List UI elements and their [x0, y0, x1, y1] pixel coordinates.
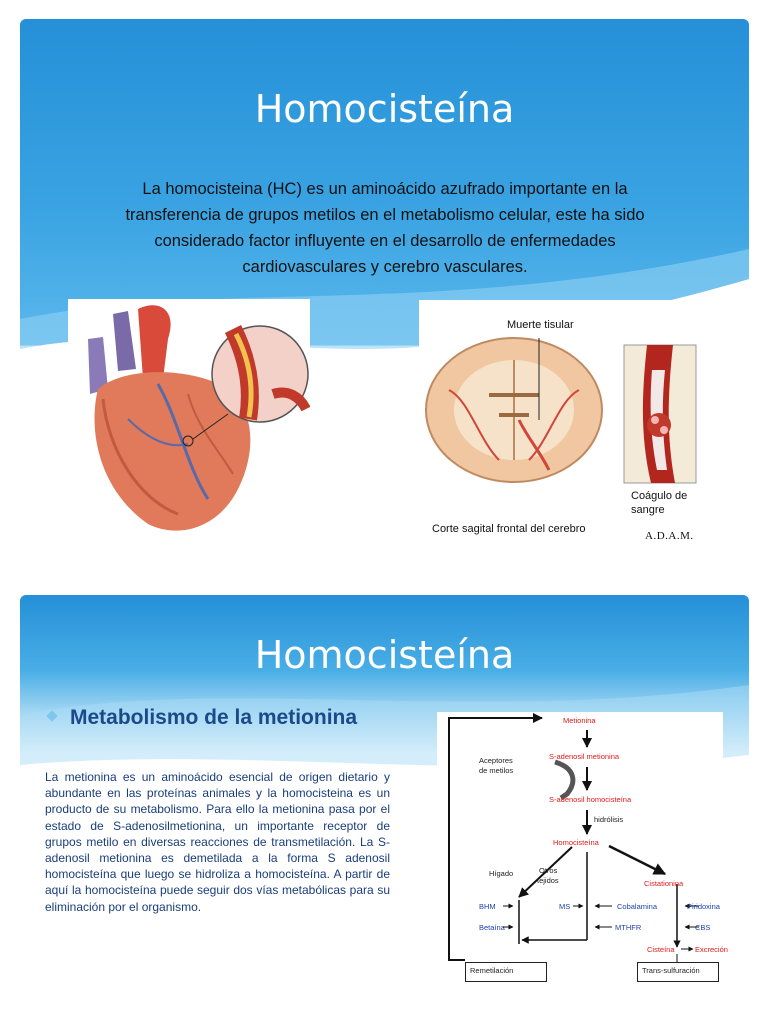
box-remetilacion: [465, 962, 547, 982]
enzyme-cbs: CBS: [695, 923, 711, 932]
slide-1: [20, 19, 749, 563]
label-hidrolisis: hidrólisis: [594, 815, 624, 824]
box-transsulfuracion: [637, 962, 719, 982]
box-transsulfuracion-label: Trans-sulfuración: [642, 966, 700, 975]
node-metionina: Metionina: [563, 716, 596, 725]
heart-illustration: [68, 299, 310, 545]
label-tejidos: tejidos: [537, 876, 559, 885]
cofactor-betaina: Betaína: [479, 923, 505, 932]
node-sam: S-adenosil metionina: [549, 752, 620, 761]
node-excrecion: Excreción: [695, 945, 728, 954]
node-sah: S-adenosil homocisteína: [549, 795, 632, 804]
enzyme-mthfr: MTHFR: [615, 923, 642, 932]
node-homocisteina: Homocisteína: [553, 838, 599, 847]
node-cistationina: Cistationina: [644, 879, 684, 888]
label-otros: Otros: [539, 866, 558, 875]
label-tissue-death: Muerte tisular: [507, 319, 574, 331]
cofactor-cobalamina: Cobalamina: [617, 902, 658, 911]
slide-2: [20, 595, 749, 1015]
slide-title-2: Homocisteína: [254, 633, 515, 677]
label-brain-section: Corte sagital frontal del cerebro: [432, 523, 586, 535]
body-paragraph: La metionina es un aminoácido esencial de origen dietario y abundante en las proteínas animales y la homocisteina es un producto de su metabolismo. Para ello la metionina pasa por el estado de S-adenosilmetionina, un importante receptor de grupos metilo en diversas reacciones de transmetilación. La S-adenosil metionina es demetilada a la forma S adenosil homocisteína que luego se hidroliza a homocisteína. A partir de aquí la homocisteína puede seguir dos vías metabólicas para su eliminación por el organismo.: [45, 770, 390, 914]
label-clot-2: sangre: [631, 504, 665, 516]
label-higado: Hígado: [489, 869, 514, 878]
node-cisteina: Cisteína: [647, 945, 675, 954]
cofactor-piridoxina: Piridoxina: [687, 902, 720, 911]
intro-paragraph: La homocisteina (HC) es un aminoácido azufrado importante en la transferencia de grupos metilos en el metabolismo celular, este ha sido considerado factor influyente en el desarrollo de enfermedades cardiovasculares y cerebro vasculares.: [125, 180, 645, 276]
enzyme-ms: MS: [559, 902, 571, 911]
adam-logo: A.D.A.M.: [645, 530, 694, 542]
slide-title: Homocisteína: [254, 87, 515, 131]
label-aceptores: Aceptores: [479, 756, 513, 765]
brain-illustration: [419, 300, 705, 551]
box-remetilacion-label: Remetilación: [470, 966, 514, 975]
label-de-metilos: de metilos: [479, 766, 514, 775]
label-clot-1: Coágulo de: [631, 490, 688, 502]
bullet-text: Metabolismo de la metionina: [70, 706, 358, 729]
metabolism-diagram: [437, 712, 728, 988]
enzyme-bhm: BHM: [479, 902, 496, 911]
